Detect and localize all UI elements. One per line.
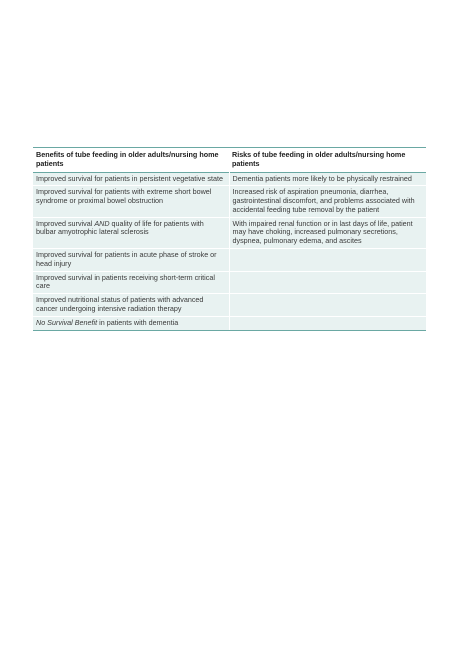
table-row bbox=[33, 217, 426, 248]
risk-cell bbox=[229, 294, 426, 317]
risk-cell: With impaired renal function or in last days of life, patient may have choking, increased pulmonary secretions, dyspnea, pulmonary edema, and ascites bbox=[229, 217, 426, 248]
table-row bbox=[33, 186, 426, 217]
benefit-cell bbox=[33, 316, 229, 330]
header-risks: Risks of tube feeding in older adults/nursing home patients bbox=[229, 148, 426, 173]
risk-cell bbox=[229, 249, 426, 272]
benefit-emphasis: No Survival Benefit bbox=[36, 317, 98, 327]
table-header-row bbox=[33, 148, 426, 173]
benefit-cell: Improved survival for patients in acute phase of stroke or head injury bbox=[33, 249, 229, 272]
benefit-cell bbox=[33, 217, 229, 248]
benefit-cell: Improved survival in patients receiving short-term critical care bbox=[33, 271, 229, 294]
benefit-cell: Improved survival for patients in persistent vegetative state bbox=[33, 172, 229, 186]
benefit-cell: Improved survival for patients with extreme short bowel syndrome or proximal bowel obstruction bbox=[33, 186, 229, 217]
table-row bbox=[33, 271, 426, 294]
benefit-text: in patients with dementia bbox=[97, 317, 179, 327]
benefit-cell: Improved nutritional status of patients with advanced cancer undergoing intensive radiation therapy bbox=[33, 294, 229, 317]
table-row bbox=[33, 172, 426, 186]
benefit-emphasis: AND bbox=[94, 218, 110, 228]
table-row bbox=[33, 316, 426, 330]
benefit-text: quality of life for patients with bulbar amyotrophic lateral sclerosis bbox=[36, 218, 204, 237]
table-row bbox=[33, 249, 426, 272]
header-benefits: Benefits of tube feeding in older adults/nursing home patients bbox=[33, 148, 229, 173]
risk-cell: Increased risk of aspiration pneumonia, diarrhea, gastrointestinal discomfort, and problems associated with accidental feeding tube removal by the patient bbox=[229, 186, 426, 217]
risk-cell bbox=[229, 316, 426, 330]
risk-cell bbox=[229, 271, 426, 294]
benefit-text: Improved survival bbox=[36, 218, 95, 228]
tube-feeding-table bbox=[33, 147, 426, 331]
risk-cell: Dementia patients more likely to be physically restrained bbox=[229, 172, 426, 186]
table-row bbox=[33, 294, 426, 317]
